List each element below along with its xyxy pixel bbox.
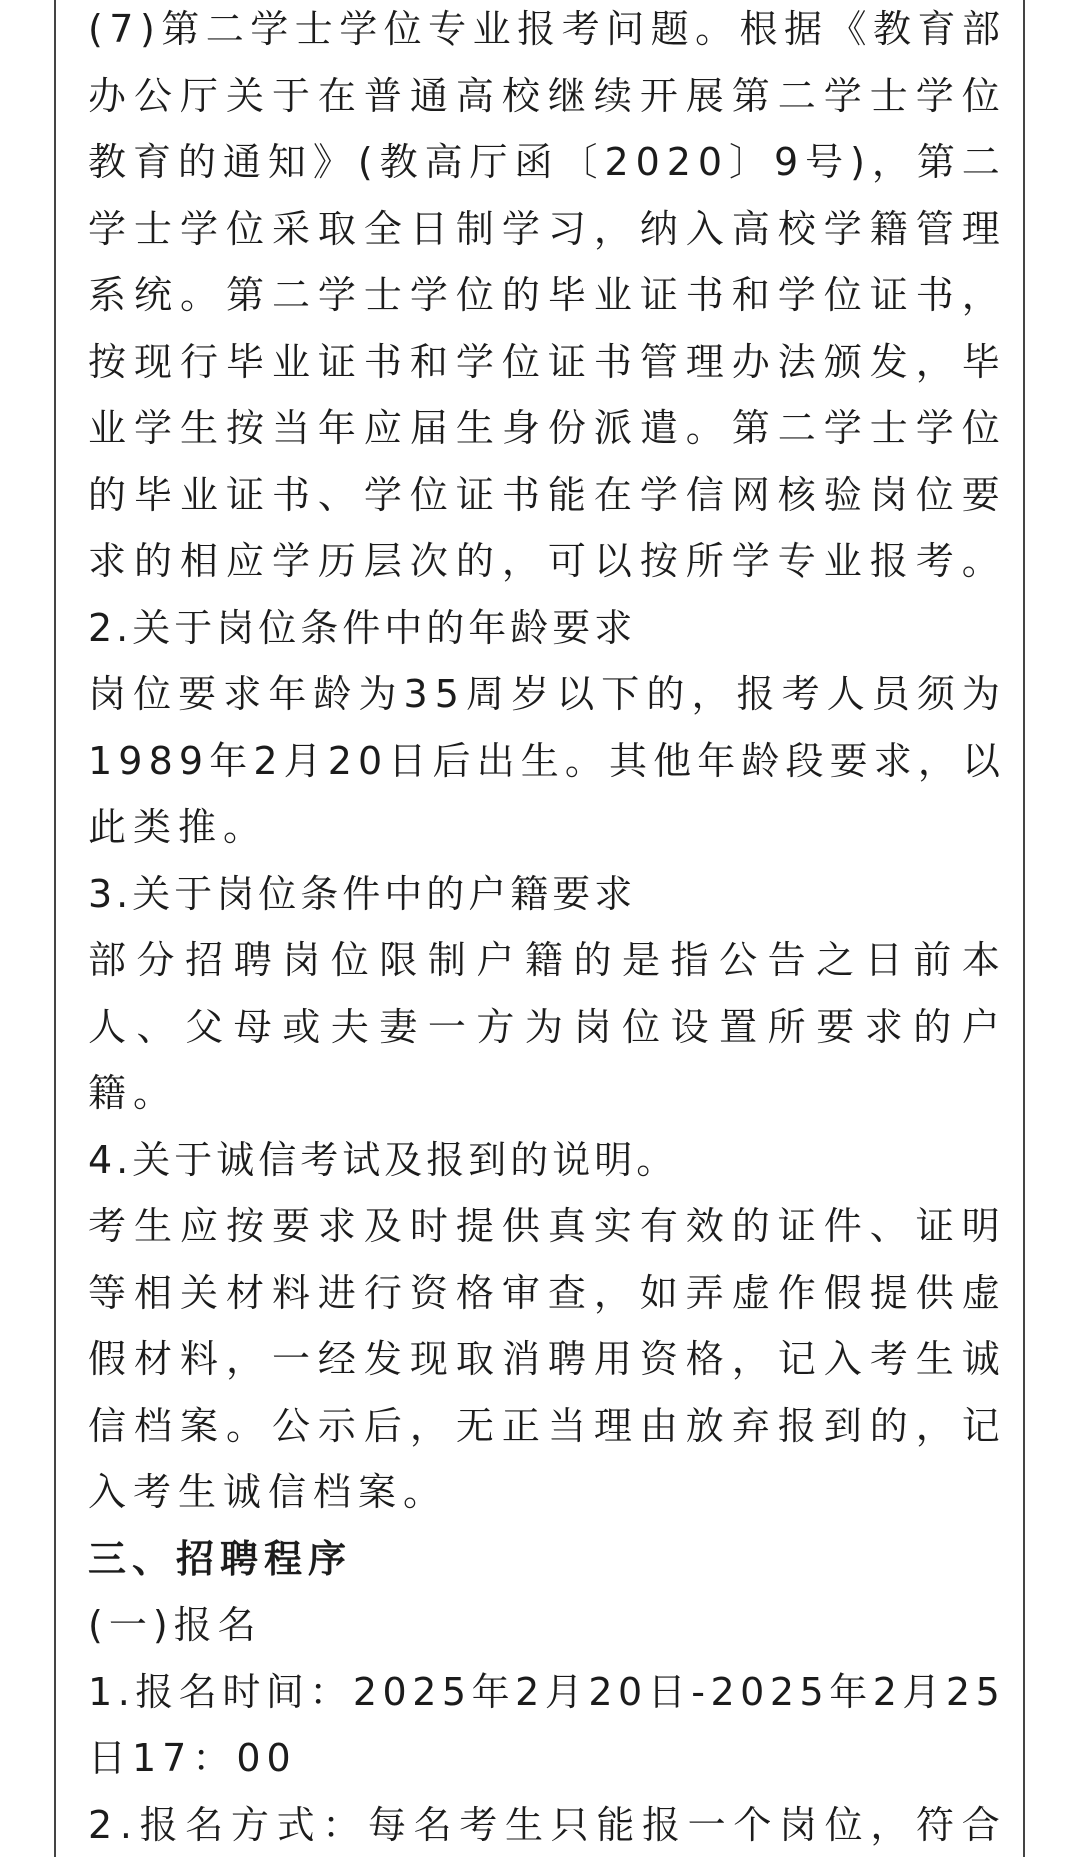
paragraph-line: 岗 位 要 求 年 龄 为 3 5 周 岁 以 下 的 ， 报 考 人 员 须 为 [88,661,1000,728]
paragraph-line: 1 . 报 名 时 间 ： 2 0 2 5 年 2 月 2 0 日 - 2 0 2 5 年 2 月 2 5 [88,1659,1000,1726]
paragraph-line: 考 生 应 按 要 求 及 时 提 供 真 实 有 效 的 证 件 、 证 明 [88,1193,1000,1260]
paragraph-line: 2 . 报 名 方 式 ： 每 名 考 生 只 能 报 一 个 岗 位 ， 符 合 [88,1792,1000,1858]
paragraph-line: 求 的 相 应 学 历 层 次 的 ， 可 以 按 所 学 专 业 报 考 。 [88,528,1000,595]
section-heading: 3.关于岗位条件中的户籍要求 [88,861,1000,928]
paragraph-line: ( 7 ) 第 二 学 士 学 位 专 业 报 考 问 题 。 根 据 《 教 育 部 [88,0,1000,63]
chapter-heading: 三、招聘程序 [88,1526,1000,1593]
paragraph-line: 系 统 。 第 二 学 士 学 位 的 毕 业 证 书 和 学 位 证 书 ， [88,262,1000,329]
paragraph-line: 籍。 [88,1060,1000,1127]
paragraph-line: 部 分 招 聘 岗 位 限 制 户 籍 的 是 指 公 告 之 日 前 本 [88,927,1000,994]
right-border-rule [1023,0,1025,1857]
section-heading: 2.关于岗位条件中的年龄要求 [88,595,1000,662]
article-body [88,0,1000,1858]
paragraph-line: 学 士 学 位 采 取 全 日 制 学 习 ， 纳 入 高 校 学 籍 管 理 [88,196,1000,263]
subsection-heading: (一)报名 [88,1592,1000,1659]
paragraph-line: 入考生诚信档案。 [88,1459,1000,1526]
paragraph-line: 日17：00 [88,1725,1000,1792]
paragraph-line: 假 材 料 ， 一 经 发 现 取 消 聘 用 资 格 ， 记 入 考 生 诚 [88,1326,1000,1393]
section-heading: 4.关于诚信考试及报到的说明。 [88,1127,1000,1194]
left-border-rule [54,0,56,1857]
paragraph-line: 此类推。 [88,794,1000,861]
paragraph-line: 人 、 父 母 或 夫 妻 一 方 为 岗 位 设 置 所 要 求 的 户 [88,994,1000,1061]
paragraph-line: 业 学 生 按 当 年 应 届 生 身 份 派 遣 。 第 二 学 士 学 位 [88,395,1000,462]
paragraph-line: 办 公 厅 关 于 在 普 通 高 校 继 续 开 展 第 二 学 士 学 位 [88,63,1000,130]
paragraph-line: 信 档 案 。 公 示 后 ， 无 正 当 理 由 放 弃 报 到 的 ， 记 [88,1393,1000,1460]
paragraph-line: 按 现 行 毕 业 证 书 和 学 位 证 书 管 理 办 法 颁 发 ， 毕 [88,329,1000,396]
paragraph-line: 教 育 的 通 知 》 ( 教 高 厅 函 〔 2 0 2 0 〕 9 号 ) ， 第 二 [88,129,1000,196]
paragraph-line: 的 毕 业 证 书 、 学 位 证 书 能 在 学 信 网 核 验 岗 位 要 [88,462,1000,529]
paragraph-line: 等 相 关 材 料 进 行 资 格 审 查 ， 如 弄 虚 作 假 提 供 虚 [88,1260,1000,1327]
paragraph-line: 1 9 8 9 年 2 月 2 0 日 后 出 生 。 其 他 年 龄 段 要 求 ， 以 [88,728,1000,795]
